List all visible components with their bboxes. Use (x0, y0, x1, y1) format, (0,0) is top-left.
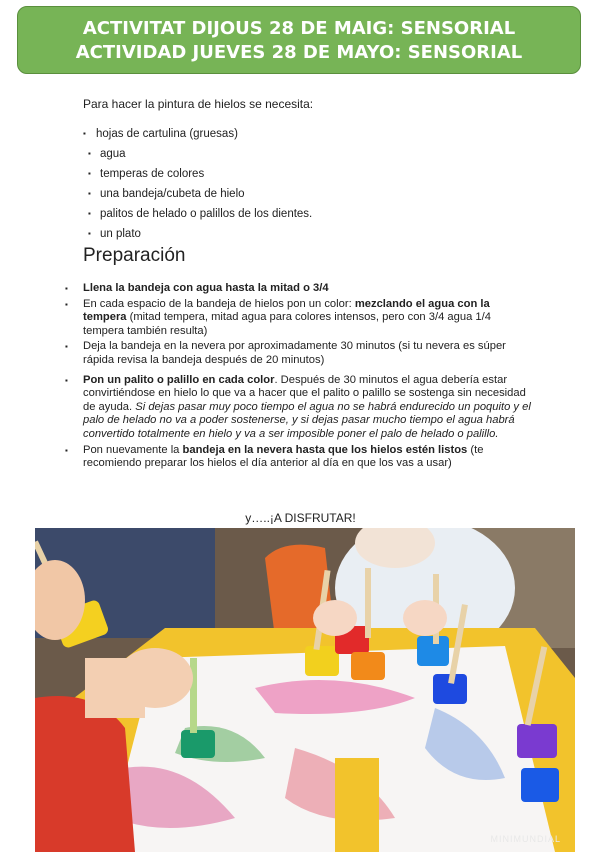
preparation-heading: Preparación (83, 245, 186, 266)
list-item: ▪ un plato (83, 224, 312, 244)
title-banner (17, 6, 581, 74)
step-item (83, 282, 533, 296)
step-bold: mezclando el agua con la tempera (83, 297, 490, 324)
title-spanish: ACTIVIDAD JUEVES 28 DE MAYO: SENSORIAL (75, 42, 523, 63)
list-item: ▪ temperas de colores (83, 164, 312, 184)
activity-photo (35, 528, 575, 852)
step-item (83, 340, 533, 367)
step-text: Deja la bandeja en la nevera por aproximadamente 30 minutos (si tu nevera es súper rápida revisa la bandeja después de 20 minutos) (83, 340, 506, 366)
photo-illustration (35, 528, 575, 852)
step-text: (mitad tempera, mitad agua para colores intensos, pero con 3/4 agua 1/4 tempera también resulta) (83, 311, 491, 337)
step-text: . Después de 30 minutos el agua debería estar convirtiéndose en hielo lo que va a hacer que el palito o palillo se sostenga sin necesidad de ayuda. (83, 373, 526, 413)
step-text: Pon nuevamente la (83, 443, 183, 456)
step-item (83, 444, 533, 471)
step-item (83, 298, 533, 339)
list-item: ▪ palitos de helado o palillos de los dientes. (83, 204, 312, 224)
intro-text: Para hacer la pintura de hielos se necesita: (83, 97, 314, 111)
closing-text: y…..¡A DISFRUTAR! (245, 511, 356, 525)
step-bold: bandeja en la nevera hasta que los hielos estén listos (182, 443, 468, 456)
step-item (83, 374, 533, 442)
list-item: ▪ una bandeja/cubeta de hielo (83, 184, 312, 204)
step-italic: Si dejas pasar muy poco tiempo el agua no se habrá endurecido un poquito y el palo de helado no va a poder sostenerse, y si dejas pasar mucho tiempo el agua habrá convertido totalmente en hielo y va a ser imposible poner el palo de helado o palillo. (83, 400, 531, 440)
steps-list (83, 282, 533, 473)
step-bold: Llena la bandeja con agua hasta la mitad o 3/4 (83, 282, 329, 294)
photo-watermark: MINIMUNDIAL (490, 834, 561, 844)
step-text: En cada espacio de la bandeja de hielos pon un color: (83, 297, 355, 310)
title-catalan: ACTIVITAT DIJOUS 28 DE MAIG: SENSORIAL (82, 18, 516, 39)
materials-list (83, 124, 312, 244)
step-text: (te recomiendo preparar los hielos el día anterior al día en que los vas a usar) (83, 443, 484, 470)
list-item: ▪ hojas de cartulina (gruesas) (83, 124, 312, 144)
step-bold: Pon un palito o palillo en cada color (83, 373, 275, 386)
list-item: ▪ agua (83, 144, 312, 164)
